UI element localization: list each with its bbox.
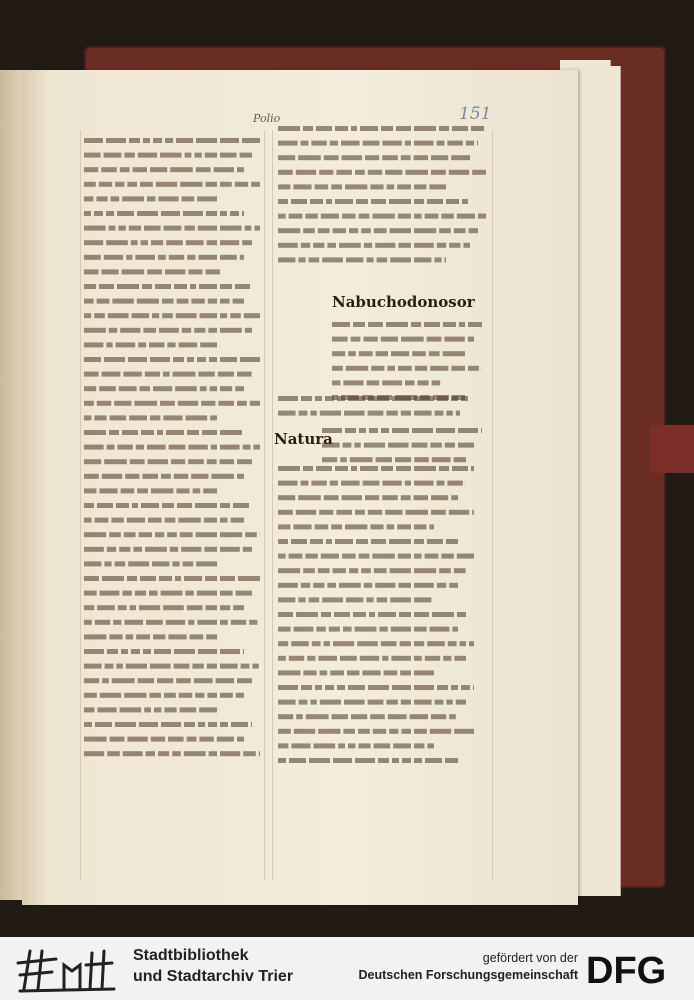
handwritten-line <box>84 138 260 143</box>
handwritten-line <box>84 532 260 537</box>
handwritten-line <box>278 411 460 416</box>
handwritten-line <box>84 737 244 742</box>
handwritten-line <box>278 524 434 529</box>
handwritten-line <box>84 620 257 625</box>
handwritten-line <box>278 466 474 471</box>
manuscript-page <box>22 70 578 905</box>
handwritten-line <box>278 126 484 131</box>
handwritten-line <box>332 366 482 371</box>
handwritten-line <box>84 591 252 596</box>
handwritten-line <box>278 228 478 233</box>
handwritten-line <box>278 641 474 646</box>
handwritten-line <box>84 167 244 172</box>
handwritten-line <box>278 583 458 588</box>
handwritten-line <box>84 196 217 201</box>
handwritten-line <box>84 255 244 260</box>
handwritten-line <box>322 457 466 462</box>
handwritten-line <box>332 337 474 342</box>
folio-header: Polio <box>253 112 281 125</box>
library-name-2: und Stadtarchiv Trier <box>133 968 294 985</box>
handwritten-line <box>84 488 217 493</box>
handwritten-line <box>332 322 482 327</box>
handwritten-line <box>84 372 252 377</box>
handwritten-line <box>84 386 244 391</box>
handwritten-line <box>278 155 470 160</box>
library-name: Stadtbibliothek <box>133 947 249 964</box>
handwritten-line <box>84 445 260 450</box>
handwritten-line <box>278 597 431 602</box>
handwritten-line <box>278 758 458 763</box>
handwritten-line <box>332 351 465 356</box>
handwritten-line <box>278 184 446 189</box>
handwritten-line <box>84 547 252 552</box>
handwritten-line <box>278 729 474 734</box>
handwritten-line <box>84 664 259 669</box>
handwritten-line <box>84 474 244 479</box>
dfg-logo-text: DFG <box>586 950 667 991</box>
handwritten-line <box>84 707 217 712</box>
library-logo-icon <box>16 945 116 993</box>
handwritten-line <box>278 510 474 515</box>
handwritten-line <box>278 257 446 262</box>
handwritten-line <box>278 554 474 559</box>
handwritten-line <box>84 678 252 683</box>
page-stack-2 <box>575 66 621 896</box>
handwritten-line <box>84 357 260 362</box>
handwritten-line <box>278 539 458 544</box>
handwritten-line <box>84 269 220 274</box>
handwritten-line <box>322 428 482 433</box>
handwritten-line <box>84 634 217 639</box>
handwritten-line <box>278 481 466 486</box>
handwritten-line <box>84 561 217 566</box>
funding-note: gefördert von der <box>482 951 578 965</box>
handwritten-line <box>278 568 466 573</box>
handwritten-line <box>278 656 466 661</box>
handwritten-line <box>278 214 486 219</box>
handwritten-line <box>84 299 244 304</box>
handwritten-line <box>84 605 244 610</box>
handwritten-line <box>84 342 217 347</box>
handwritten-line <box>278 685 474 690</box>
handwritten-line <box>84 211 244 216</box>
handwritten-line <box>278 141 478 146</box>
rubric-heading: Nabuchodonosor <box>332 293 475 311</box>
handwritten-line <box>322 443 474 448</box>
handwritten-line <box>84 722 252 727</box>
handwritten-line <box>84 576 260 581</box>
handwritten-line <box>84 284 250 289</box>
handwritten-line <box>278 495 458 500</box>
dfg-logo <box>586 945 682 991</box>
handwritten-line <box>84 459 252 464</box>
handwritten-line <box>84 401 260 406</box>
funder-name: Deutschen Forschungsgemeinschaft <box>358 968 578 982</box>
handwritten-line <box>278 199 468 204</box>
handwritten-line <box>332 380 440 385</box>
handwritten-line <box>84 518 244 523</box>
handwritten-text-lines <box>22 70 578 905</box>
handwritten-line <box>278 243 470 248</box>
handwritten-line <box>278 170 486 175</box>
handwritten-line <box>84 693 244 698</box>
handwritten-line <box>84 240 252 245</box>
handwritten-line <box>278 670 434 675</box>
handwritten-line <box>84 751 260 756</box>
handwritten-line <box>84 649 244 654</box>
rubric-heading-2: Natura <box>274 430 333 448</box>
handwritten-line <box>278 700 466 705</box>
handwritten-line <box>84 328 252 333</box>
handwritten-line <box>84 313 260 318</box>
footer-bar <box>0 937 694 1000</box>
clasp-strap <box>650 425 694 473</box>
handwritten-line <box>278 612 466 617</box>
handwritten-line <box>278 627 458 632</box>
handwritten-line <box>278 396 468 401</box>
folio-number: 151 <box>459 104 492 124</box>
handwritten-line <box>84 430 242 435</box>
handwritten-line <box>84 153 252 158</box>
handwritten-line <box>84 226 260 231</box>
handwritten-line <box>84 503 249 508</box>
handwritten-line <box>84 415 217 420</box>
handwritten-line <box>278 743 434 748</box>
handwritten-line <box>84 182 260 187</box>
handwritten-line <box>278 714 456 719</box>
